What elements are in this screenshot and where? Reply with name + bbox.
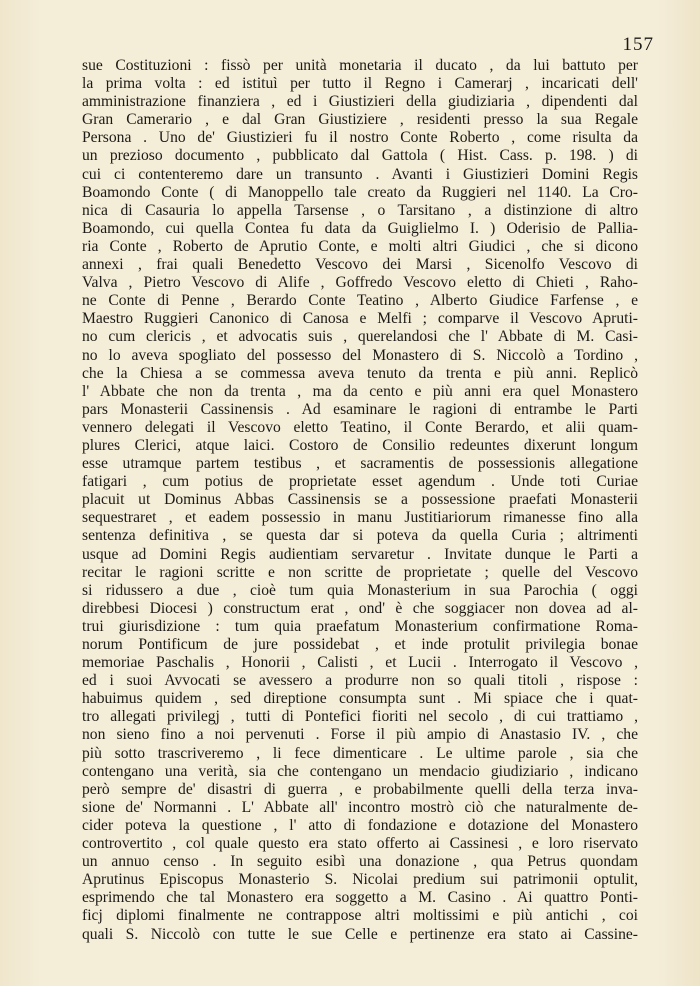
text-line: vennero delegati il Vescovo eletto Teatino, il Conte Berardo, et alii quam-	[82, 418, 638, 436]
text-line: la prima volta : ed istituì per tutto il Regno i Camerarj , incaricati dell'	[82, 75, 638, 93]
text-line: contengano una verità, sia che contengano un mendacio giudiziario , indicano	[82, 762, 638, 780]
text-line: amministrazione finanziera , ed i Giustizieri della giudiziaria , dipendenti dal	[82, 93, 638, 111]
text-line: che la Chiesa a se commessa aveva tenuto da trenta e più anni. Replicò	[82, 364, 638, 382]
text-line: ed i suoi Avvocati se avessero a produrre non so quali titoli , rispose :	[82, 672, 638, 690]
body-text	[82, 57, 638, 944]
text-line: norum Pontificum de jure possidebat , et inde protulit privilegia bonae	[82, 636, 638, 653]
text-line: però sempre de' disastri di guerra , e probabilmente quelli della terza inva-	[82, 780, 638, 798]
text-line: più sotto trascriveremo , li fece dimenticare . Le ultime parole , sia che	[82, 744, 638, 762]
text-line: ria Conte , Roberto de Aprutio Conte, e molti altri Giudici , che si dicono	[82, 237, 638, 255]
text-line: tro allegati privilegj , tutti di Pontefici fioriti nel secolo , di cui trattiamo ,	[82, 708, 638, 726]
text-line: Maestro Ruggieri Canonico di Canosa e Melfi ; comparve il Vescovo Apruti-	[82, 310, 638, 328]
text-line: esprimendo che tal Monastero era soggetto a M. Casino . Ai quattro Ponti-	[82, 889, 638, 907]
text-line: esse utramque partem testibus , et sacramentis de possessionis allegatione	[82, 455, 638, 473]
text-line: no lo aveva spogliato del possesso del Monastero di S. Niccolò a Tordino ,	[82, 346, 638, 364]
text-line: cui ci contenteremo dare un transunto . Avanti i Giustizieri Domini Regis	[82, 165, 638, 183]
text-line: nica di Casauria lo appella Tarsense , o Tarsitano , a distinzione di altro	[82, 201, 638, 219]
text-line: Persona . Uno de' Giustizieri fu il nostro Conte Roberto , come risulta da	[82, 129, 638, 147]
text-line: si ridussero a due , cioè tum quia Monasterium in sua Parochia ( oggi	[82, 581, 638, 599]
text-line: sione de' Normanni . L' Abbate all' incontro mostrò ciò che naturalmente de-	[82, 798, 638, 816]
text-line: un prezioso documento , pubblicato dal Gattola ( Hist. Cass. p. 198. ) di	[82, 147, 638, 165]
text-line: Boamondo Conte ( di Manoppello tale creato da Ruggieri nel 1140. La Cro-	[82, 183, 638, 201]
text-line: sue Costituzioni : fissò per unità monetaria il ducato , da lui battuto per	[82, 57, 638, 74]
text-line: usque ad Domini Regis audientiam servaretur . Invitate dunque le Parti a	[82, 545, 638, 563]
text-line: memoriae Paschalis , Honorii , Calisti , et Lucii . Interrogato il Vescovo ,	[82, 654, 638, 672]
text-line: quali S. Niccolò con tutte le sue Celle e pertinenze era stato ai Cassine-	[82, 925, 638, 943]
text-line: controvertito , col quale questo era stato offerto ai Cassinesi , e loro riservato	[82, 835, 638, 853]
text-line: cider poteva la questione , l' atto di fondazione e dotazione del Monastero	[82, 816, 638, 834]
text-line: Valva , Pietro Vescovo di Alife , Goffredo Vescovo eletto di Chieti , Raho-	[82, 274, 638, 292]
text-line: recitar le ragioni scritte e non scritte de proprietate ; quelle del Vescovo	[82, 563, 638, 581]
text-line: l' Abbate che non da trenta , ma da cento e più anni era quel Monastero	[82, 382, 638, 400]
text-line: direbbesi Diocesi ) constructum erat , ond' è che soggiacer non dovea ad al-	[82, 599, 638, 617]
text-line: sequestraret , et eadem possessio in manu Justitiariorum rimanesse fino alla	[82, 509, 638, 527]
text-line: Boamondo, cui quella Contea fu data da Guiglielmo I. ) Oderisio de Pallia-	[82, 219, 638, 237]
text-line: annexi , frai quali Benedetto Vescovo dei Marsi , Sicenolfo Vescovo di	[82, 256, 638, 274]
text-line: Gran Camerario , e dal Gran Giustiziere , residenti presso la sua Regale	[82, 111, 638, 129]
text-line: Aprutinus Episcopus Monasterio S. Nicolai predium sui patrimonii optulit,	[82, 871, 638, 889]
text-line: ficj diplomi finalmente ne contrappose altri moltissimi e più antichi , coi	[82, 907, 638, 925]
text-line: fatigari , cum potius de proprietate esset agendum . Unde toti Curiae	[82, 473, 638, 491]
text-line: placuit ut Dominus Abbas Cassinensis se a possessione praefati Monasterii	[82, 491, 638, 509]
page-number: 157	[622, 34, 654, 55]
text-line: plures Clerici, atque laici. Costoro de Consilio redeuntes dixerunt longum	[82, 436, 638, 454]
text-line: habuimus quidem , sed direptione consumpta sunt . Mi spiace che i quat-	[82, 690, 638, 708]
text-line: non sieno fino a noi pervenuti . Forse il più ampio di Anastasio IV. , che	[82, 726, 638, 744]
text-line: ne Conte di Penne , Berardo Conte Teatino , Alberto Giudice Farfense , e	[82, 292, 638, 310]
text-line: sentenza definitiva , se questa dar si poteva da quella Curia ; altrimenti	[82, 527, 638, 545]
text-line: trui giurisdizione : tum quia praefatum Monasterium confirmatione Roma-	[82, 617, 638, 635]
text-line: no cum clericis , et advocatis suis , querelandosi che l' Abbate di M. Casi-	[82, 328, 638, 346]
text-line: un annuo censo . In seguito esibì una donazione , qua Petrus quondam	[82, 853, 638, 871]
text-line: pars Monasterii Cassinensis . Ad esaminare le ragioni di entrambe le Parti	[82, 400, 638, 418]
